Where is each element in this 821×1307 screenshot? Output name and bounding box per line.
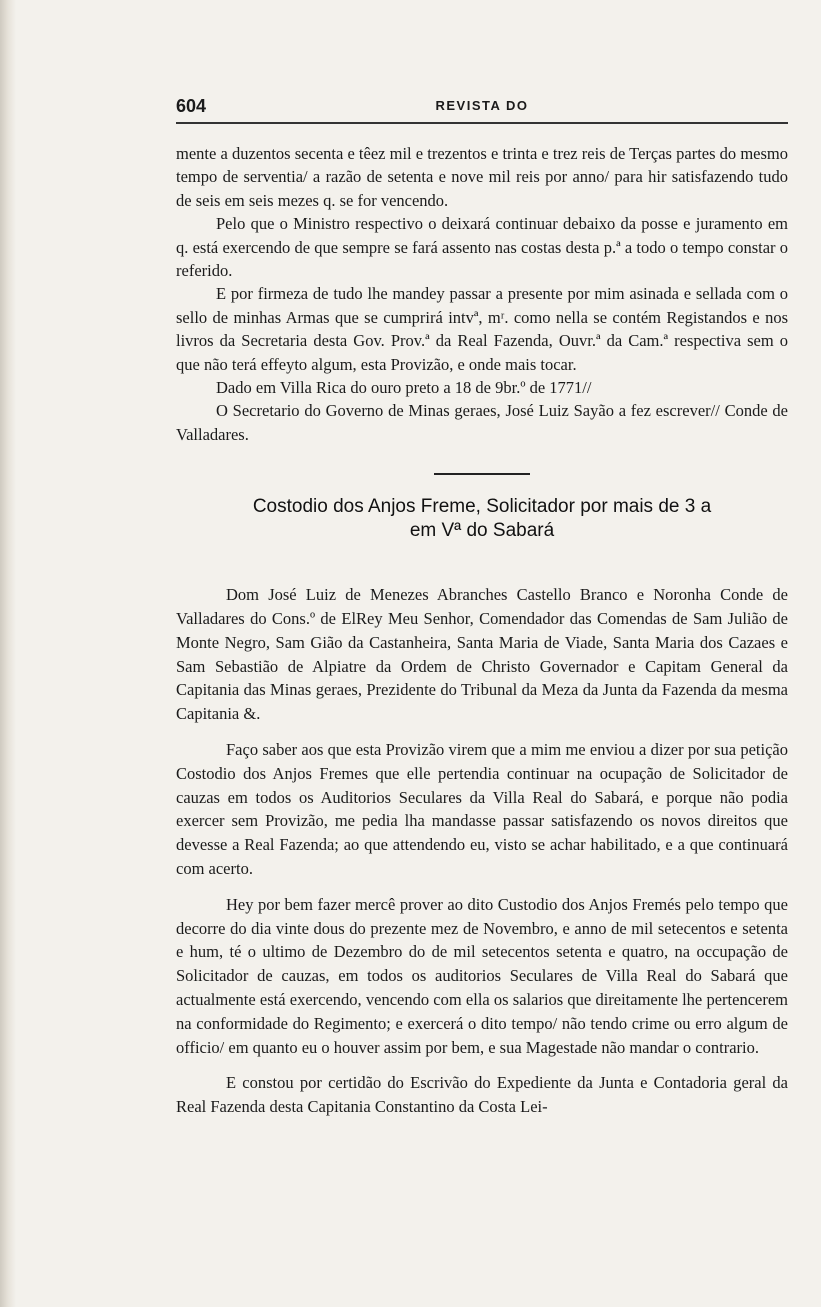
signature-line: O Secretario do Governo de Minas geraes, José Luiz Sayão a fez escrever// Conde de Valladares. bbox=[176, 401, 788, 444]
section-divider bbox=[434, 473, 530, 475]
section-body bbox=[176, 583, 788, 1119]
paragraph: E por firmeza de tudo lhe mandey passar a presente por mim asinada e sellada com o sello de minhas Armas que se cumprirá intvª, mʳ. como nella se contém Registandos e nos livros da Secretaria desta Gov. Prov.ª da Real Fazenda, Ouvr.ª da Cam.ª respectiva sem o que não terá effeyto algum, esta Provizão, e onde mais tocar. bbox=[176, 284, 788, 374]
paragraph: E constou por certidão do Escrivão do Expediente da Junta e Contadoria geral da Real Fazenda desta Capitania Constantino da Costa Lei- bbox=[176, 1073, 788, 1117]
dated-line: Dado em Villa Rica do ouro preto a 18 de 9br.º de 1771// bbox=[216, 378, 592, 398]
title-line: em Vª do Sabará bbox=[409, 520, 555, 542]
paragraph: mente a duzentos secenta e têez mil e trezentos e trinta e trez reis de Terças partes do mesmo tempo de serventia/ a razão de setenta e nove mil reis por anno/ para hir satisfazendo tudo de seis em seis mezes q. se for vencendo. bbox=[176, 144, 788, 210]
title-line: Costodio dos Anjos Freme, Solicitador por mais de 3 a bbox=[252, 496, 712, 518]
section-continuation bbox=[176, 142, 788, 446]
running-head: REVISTA DO bbox=[435, 98, 529, 113]
document-page bbox=[176, 92, 788, 1119]
paragraph: Pelo que o Ministro respectivo o deixará continuar debaixo da posse e juramento em q. está exercendo de que sempre se fará assento nas costas desta p.ª a todo o tempo constar o referido. bbox=[176, 214, 788, 281]
page-number: 604 bbox=[176, 96, 207, 116]
page-header bbox=[176, 92, 788, 124]
paragraph: Faço saber aos que esta Provizão virem que a mim me enviou a dizer por sua petição Costodio dos Anjos Fremes que elle pertendia continuar na ocupação de Solicitador de cauzas em todos os Auditorios Seculares da Villa Real do Sabará, e porque não podia exercer sem Provizão, me pedia lha mandasse passar satisfazendo os novos direitos que devesse a Real Fazenda; ao que attendendo eu, visto se achar habilitado, e a que continuará com acerto. bbox=[176, 740, 788, 879]
section-title bbox=[176, 495, 788, 543]
paragraph: Dom José Luiz de Menezes Abranches Castello Branco e Noronha Conde de Valladares do Cons.º de ElRey Meu Senhor, Comendador das Comendas de Sam Julião de Monte Negro, Sam Gião da Castanheira, Santa Maria de Viade, Santa Maria dos Cazaes e Sam Sebastião de Alpiatre da Ordem de Christo Governador e Capitam General da Capitania das Minas geraes, Prezidente do Tribunal da Meza da Junta da Fazenda da mesma Capitania &. bbox=[176, 585, 788, 724]
paragraph: Hey por bem fazer mercê prover ao dito Custodio dos Anjos Fremés pelo tempo que decorre do dia vinte dous do prezente mez de Novembro, e anno de mil setecentos e setenta e hum, té o ultimo de Dezembro do de mil setecentos setenta e quatro, na occupação de Solicitador de cauzas, em todos os auditorios Seculares de Villa Real do Sabará que actualmente está exercendo, vencendo com ella os salarios que direitamente lhe pertencerem na conformidade do Regimento; e exercerá o dito tempo/ não tendo crime ou erro algum de officio/ em quanto eu o houver assim por bem, e sua Magestade não mandar o contrario. bbox=[176, 894, 788, 1057]
book-spine-shadow bbox=[0, 0, 16, 1307]
